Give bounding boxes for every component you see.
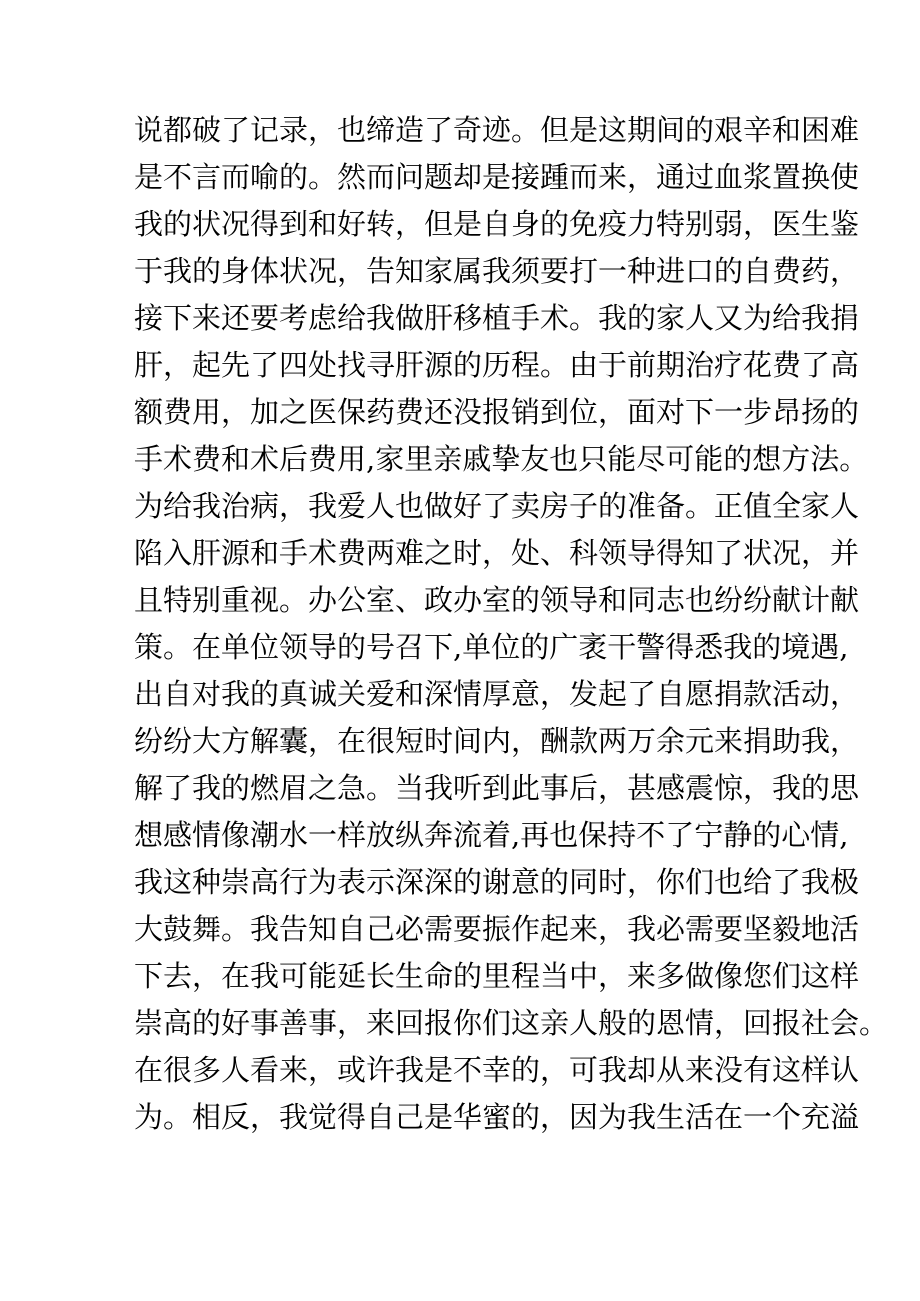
text-line: 我的状况得到和好转，但是自身的免疫力特别弱，医生鉴 xyxy=(134,207,860,241)
text-line: 出自对我的真诚关爱和深情厚意，发起了自愿捐款活动， xyxy=(134,677,860,711)
text-line: 想感情像潮水一样放纵奔流着,再也保持不了宁静的心情, xyxy=(134,818,849,852)
text-line: 纷纷大方解囊，在很短时间内，酬款两万余元来捐助我， xyxy=(134,724,860,758)
text-line: 手术费和术后费用,家里亲戚挚友也只能尽可能的想方法。 xyxy=(134,442,869,476)
text-line: 额费用，加之医保药费还没报销到位，面对下一步昂扬的 xyxy=(134,395,860,429)
text-line: 崇高的好事善事，来回报你们这亲人般的恩情，回报社会。 xyxy=(134,1006,889,1040)
text-line: 为。相反，我觉得自己是华蜜的，因为我生活在一个充溢 xyxy=(134,1100,860,1134)
text-line: 陷入肝源和手术费两难之时，处、科领导得知了状况，并 xyxy=(134,536,860,570)
body-text xyxy=(134,107,889,1141)
text-line: 接下来还要考虑给我做肝移植手术。我的家人又为给我捐 xyxy=(134,301,860,335)
text-line: 为给我治病，我爱人也做好了卖房子的准备。正值全家人 xyxy=(134,489,860,523)
text-line: 于我的身体状况，告知家属我须要打一种进口的自费药， xyxy=(134,254,860,288)
text-line: 策。在单位领导的号召下,单位的广袤干警得悉我的境遇, xyxy=(134,630,849,664)
text-line: 下去，在我可能延长生命的里程当中，来多做像您们这样 xyxy=(134,959,860,993)
text-line: 肝，起先了四处找寻肝源的历程。由于前期治疗花费了高 xyxy=(134,348,860,382)
text-line: 解了我的燃眉之急。当我听到此事后，甚感震惊，我的思 xyxy=(134,771,860,805)
text-line: 说都破了记录，也缔造了奇迹。但是这期间的艰辛和困难 xyxy=(134,113,860,147)
text-line: 且特别重视。办公室、政办室的领导和同志也纷纷献计献 xyxy=(134,583,860,617)
text-line: 我这种崇高行为表示深深的谢意的同时，你们也给了我极 xyxy=(134,865,860,899)
text-line: 在很多人看来，或许我是不幸的，可我却从来没有这样认 xyxy=(134,1053,860,1087)
text-line: 是不言而喻的。然而问题却是接踵而来，通过血浆置换使 xyxy=(134,160,860,194)
text-line: 大鼓舞。我告知自己必需要振作起来，我必需要坚毅地活 xyxy=(134,912,860,946)
